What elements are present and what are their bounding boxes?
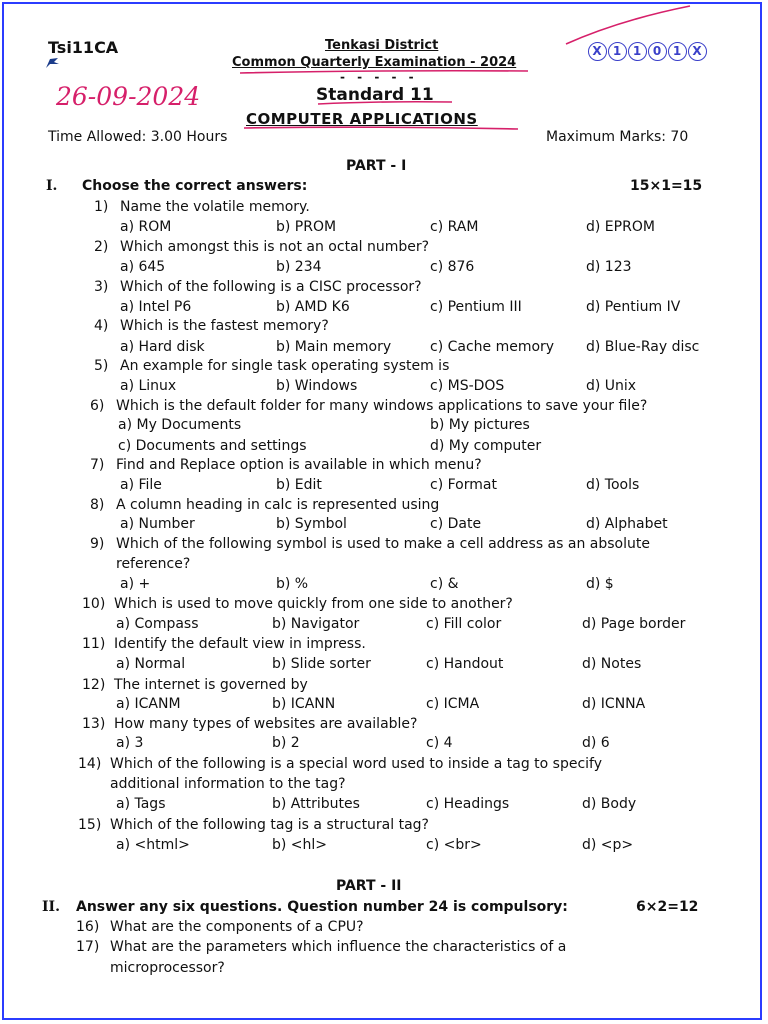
question-text: Which of the following tag is a structural tag?: [110, 817, 429, 833]
answer-option: c) <br>: [426, 837, 482, 853]
question-number: 11): [82, 636, 106, 652]
answer-option: d) 6: [582, 735, 610, 751]
question-text: A column heading in calc is represented using: [116, 497, 440, 513]
stamp-char: 1: [668, 42, 687, 61]
answer-option: d) Page border: [582, 616, 686, 632]
answer-option: b) Edit: [276, 477, 322, 493]
answer-option: a) Normal: [116, 656, 186, 672]
section-2-heading: Answer any six questions. Question number 24 is compulsory:: [76, 899, 568, 915]
answer-option: a) 645: [120, 259, 166, 275]
question-text: Identify the default view in impress.: [114, 636, 366, 652]
answer-option: c) Handout: [426, 656, 504, 672]
stamp-char: 0: [648, 42, 667, 61]
answer-option: a) Linux: [120, 378, 177, 394]
section-1-marks: 15×1=15: [630, 178, 703, 194]
answer-option: b) 2: [272, 735, 300, 751]
answer-option: a) +: [120, 576, 151, 592]
answer-option: b) My pictures: [430, 417, 530, 433]
answer-option: b) ICANN: [272, 696, 336, 712]
question-text-continued: additional information to the tag?: [110, 776, 346, 792]
answer-option: b) Windows: [276, 378, 358, 394]
answer-option: a) Tags: [116, 796, 166, 812]
district-name: Tenkasi District: [325, 38, 439, 53]
question-text: Which amongst this is not an octal number?: [120, 239, 430, 255]
answer-option: c) Headings: [426, 796, 510, 812]
question-text: Which is the fastest memory?: [120, 318, 329, 334]
answer-option: b) Symbol: [276, 516, 347, 532]
question-text: An example for single task operating system is: [120, 358, 450, 374]
answer-option: a) 3: [116, 735, 144, 751]
answer-option: a) <html>: [116, 837, 190, 853]
answer-option: b) <hl>: [272, 837, 328, 853]
question-text: Which of the following is a CISC processor?: [120, 279, 422, 295]
question-number: 12): [82, 677, 106, 693]
part-2-title: PART - II: [336, 878, 402, 894]
answer-option: d) EPROM: [586, 219, 655, 235]
answer-option: b) Slide sorter: [272, 656, 371, 672]
question-number: 6): [90, 398, 105, 414]
part-1-title: PART - I: [346, 158, 407, 174]
stamp-char: X: [688, 42, 707, 61]
question-number: 14): [78, 756, 102, 772]
stamp-char: 1: [628, 42, 647, 61]
section-1-heading: Choose the correct answers:: [82, 178, 308, 194]
answer-option: d) Blue-Ray disc: [586, 339, 700, 355]
question-number: 1): [94, 199, 109, 215]
answer-option: c) 876: [430, 259, 475, 275]
question-number: 15): [78, 817, 102, 833]
question-text: Find and Replace option is available in which menu?: [116, 457, 482, 473]
question-number: 4): [94, 318, 109, 334]
answer-option: a) Intel P6: [120, 299, 192, 315]
answer-option: b) Attributes: [272, 796, 360, 812]
question-number: 3): [94, 279, 109, 295]
answer-option: c) Documents and settings: [118, 438, 307, 454]
answer-option: d) ICNNA: [582, 696, 646, 712]
answer-option: d) Body: [582, 796, 637, 812]
answer-option: d) Tools: [586, 477, 640, 493]
answer-option: b) %: [276, 576, 309, 592]
answer-option: a) My Documents: [118, 417, 242, 433]
question-text: What are the parameters which influence the characteristics of a: [110, 939, 567, 955]
question-number: 17): [76, 939, 100, 955]
question-text: Which of the following symbol is used to make a cell address as an absolute: [116, 536, 650, 552]
answer-option: c) Cache memory: [430, 339, 555, 355]
answer-option: a) Hard disk: [120, 339, 205, 355]
answer-option: d) Pentium IV: [586, 299, 681, 315]
stamp-char: 1: [608, 42, 627, 61]
answer-option: b) 234: [276, 259, 322, 275]
answer-option: a) Number: [120, 516, 195, 532]
answer-option: d) <p>: [582, 837, 634, 853]
question-text: Name the volatile memory.: [120, 199, 310, 215]
question-number: 5): [94, 358, 109, 374]
question-text: Which of the following is a special word used to inside a tag to specify: [110, 756, 603, 772]
stamp-char: X: [588, 42, 607, 61]
section-1-number: I.: [46, 178, 58, 194]
question-text-continued: microprocessor?: [110, 960, 225, 976]
question-text: What are the components of a CPU?: [110, 919, 364, 935]
question-number: 10): [82, 596, 106, 612]
answer-option: d) Alphabet: [586, 516, 668, 532]
question-number: 8): [90, 497, 105, 513]
answer-option: c) Format: [430, 477, 497, 493]
question-text: How many types of websites are available?: [114, 716, 418, 732]
question-number: 13): [82, 716, 106, 732]
standard-label: Standard 11: [316, 85, 434, 105]
answer-option: c) Pentium III: [430, 299, 522, 315]
question-text: Which is the default folder for many windows applications to save your file?: [116, 398, 648, 414]
pen-underline-marks: [0, 0, 768, 160]
answer-option: c) MS-DOS: [430, 378, 505, 394]
answer-option: b) AMD K6: [276, 299, 350, 315]
answer-option: c) RAM: [430, 219, 479, 235]
question-text: Which is used to move quickly from one side to another?: [114, 596, 513, 612]
exam-title: Common Quarterly Examination - 2024: [232, 55, 517, 70]
answer-option: b) Main memory: [276, 339, 392, 355]
answer-option: c) 4: [426, 735, 453, 751]
answer-option: a) ROM: [120, 219, 172, 235]
answer-option: b) PROM: [276, 219, 337, 235]
question-number: 2): [94, 239, 109, 255]
answer-option: b) Navigator: [272, 616, 360, 632]
answer-option: a) ICANM: [116, 696, 181, 712]
answer-option: a) Compass: [116, 616, 199, 632]
answer-option: d) 123: [586, 259, 632, 275]
answer-option: d) My computer: [430, 438, 542, 454]
answer-option: c) Fill color: [426, 616, 502, 632]
paper-code: Tsi11CA: [48, 38, 119, 57]
answer-option: d) $: [586, 576, 614, 592]
answer-option: d) Unix: [586, 378, 637, 394]
answer-option: d) Notes: [582, 656, 642, 672]
section-2-number: II.: [42, 899, 60, 915]
answer-option: c) Date: [430, 516, 482, 532]
handwritten-date: 26-09-2024: [56, 82, 201, 111]
title-dashes: - - - - -: [340, 70, 418, 84]
maximum-marks: Maximum Marks: 70: [546, 129, 689, 145]
answer-option: c) ICMA: [426, 696, 480, 712]
answer-option: c) &: [430, 576, 459, 592]
question-number: 16): [76, 919, 100, 935]
question-number: 9): [90, 536, 105, 552]
answer-option: a) File: [120, 477, 162, 493]
question-text: The internet is governed by: [114, 677, 308, 693]
subject-title: COMPUTER APPLICATIONS: [246, 110, 478, 128]
time-allowed: Time Allowed: 3.00 Hours: [48, 129, 228, 145]
section-2-marks: 6×2=12: [636, 899, 699, 915]
question-number: 7): [90, 457, 105, 473]
question-text-continued: reference?: [116, 556, 191, 572]
